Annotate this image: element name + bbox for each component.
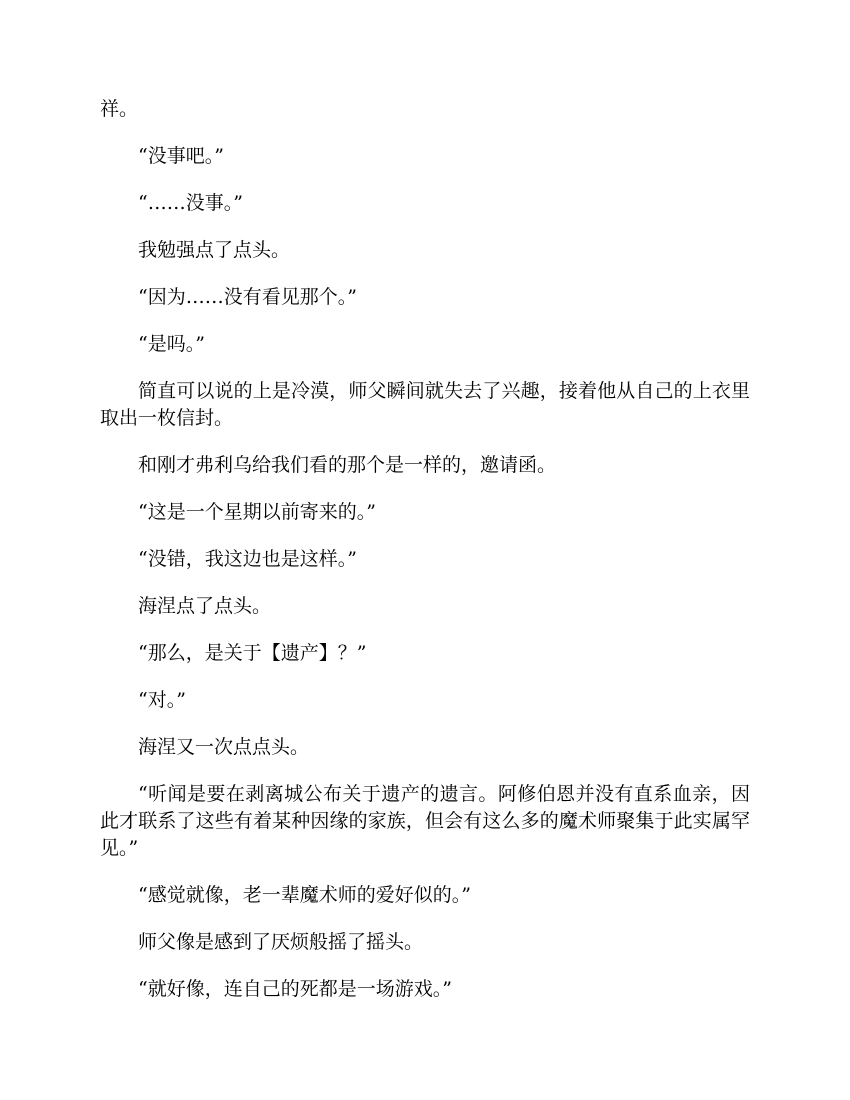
paragraph-12: “那么，是关于【遗产】？”: [138, 642, 367, 664]
paragraph-1: 祥。: [100, 98, 139, 120]
paragraph-4: 我勉强点了点头。: [138, 239, 291, 261]
paragraph-8: 和刚才弗利乌给我们看的那个是一样的，邀请函。: [138, 454, 557, 476]
paragraph-13: “对。”: [138, 689, 186, 711]
paragraph-6: “是吗。”: [138, 333, 205, 355]
paragraph-11: 海涅点了点头。: [138, 595, 272, 617]
document-page: [100, 96, 750, 1023]
paragraph-9: “这是一个星期以前寄来的。”: [138, 501, 376, 523]
paragraph-5: “因为……没有看见那个。”: [138, 286, 357, 308]
paragraph-7: 简直可以说的上是冷漠，师父瞬间就失去了兴趣，接着他从自己的上衣里取出一枚信封。: [100, 380, 750, 429]
paragraph-15: “听闻是要在剥离城公布关于遗产的遗言。阿修伯恩并没有直系血亲，因此才联系了这些有着某种因缘的家族，但会有这么多的魔术师聚集于此实属罕见。”: [100, 783, 750, 859]
paragraph-10: “没错，我这边也是这样。”: [138, 548, 357, 570]
paragraph-14: 海涅又一次点点头。: [138, 736, 310, 758]
paragraph-2: “没事吧。”: [138, 145, 224, 167]
paragraph-17: 师父像是感到了厌烦般摇了摇头。: [138, 931, 424, 953]
paragraph-16: “感觉就像，老一辈魔术师的爱好似的。”: [138, 884, 471, 906]
paragraph-18: “就好像，连自己的死都是一场游戏。”: [138, 978, 452, 1000]
paragraph-3: “……没事。”: [138, 192, 243, 214]
